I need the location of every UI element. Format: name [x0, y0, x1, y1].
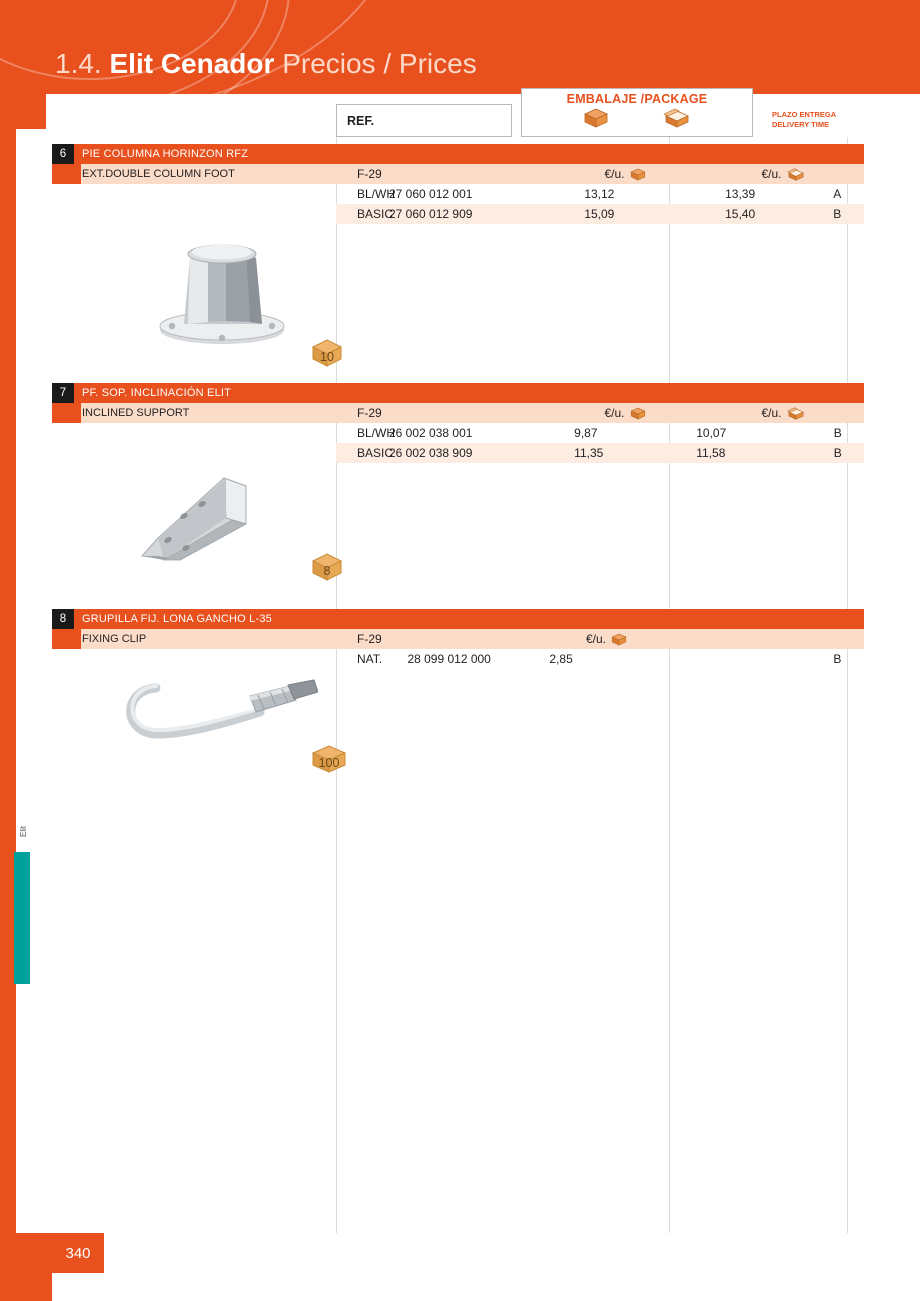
footer-rail — [0, 1233, 52, 1301]
table-row — [336, 204, 864, 224]
price-package-2: 13,39 — [725, 187, 756, 201]
product-title-en-6: EXT.DOUBLE COLUMN FOOT — [82, 168, 235, 180]
qty-badge-6 — [310, 338, 344, 368]
product-rows-7 — [336, 403, 864, 463]
product-title-es-8: GRUPILLA FIJ. LONA GANCHO L-35 — [82, 613, 273, 625]
delivery-time: B — [833, 446, 842, 460]
price-package-1: 2,85 — [549, 652, 573, 666]
closed-box-icon — [630, 407, 646, 420]
reference-code: 27 060 012 909 — [389, 207, 473, 221]
unit-header-1-8: €/u. — [546, 632, 704, 646]
product-title-es-6: PIE COLUMNA HORINZON RFZ — [82, 148, 249, 160]
page-number: 340 — [52, 1233, 104, 1273]
ref-column-header — [336, 104, 512, 137]
product-header-7 — [52, 383, 864, 403]
finish-swatch-8 — [52, 629, 81, 649]
product-index-8: 8 — [52, 609, 74, 629]
table-row — [336, 443, 864, 463]
product-rows-8 — [336, 629, 864, 669]
title-separator: / — [383, 48, 392, 79]
product-header-8 — [52, 609, 864, 629]
product-title-en-8: FIXING CLIP — [82, 633, 147, 645]
finish-code: BASIC — [357, 207, 394, 221]
family-code-7: F-29 — [357, 406, 382, 420]
price-package-1: 11,35 — [574, 446, 604, 460]
finish-code: BL/WH — [357, 187, 396, 201]
delivery-label-es: PLAZO ENTREGA — [772, 110, 837, 119]
fixing-clip-photo — [118, 666, 318, 756]
table-row — [336, 649, 864, 669]
page-header — [0, 0, 920, 94]
price-package-1: 15,09 — [584, 207, 615, 221]
finish-swatch-7 — [52, 403, 81, 423]
delivery-time: B — [833, 207, 842, 221]
delivery-label-en: DELIVERY TIME — [772, 120, 830, 130]
unit-row-8 — [336, 629, 864, 649]
package-label: EMBALAJE /PACKAGE — [566, 92, 708, 106]
reference-code: 27 060 012 001 — [389, 187, 473, 201]
price-package-2: 15,40 — [725, 207, 756, 221]
table-row — [336, 184, 864, 204]
delivery-time: B — [833, 652, 842, 666]
page-title — [55, 48, 477, 80]
qty-value-6: 10 — [320, 350, 334, 364]
qty-badge-7 — [310, 552, 344, 582]
finish-swatch-6 — [52, 164, 81, 184]
closed-box-icon — [611, 633, 627, 646]
section-title: Elit Cenador — [109, 48, 275, 79]
delivery-column-header — [772, 110, 882, 130]
spine-tab — [14, 852, 30, 984]
open-box-icon — [787, 407, 805, 420]
unit-header-2-6: €/u. — [704, 167, 862, 181]
family-code-6: F-29 — [357, 167, 382, 181]
inclined-support-photo — [128, 464, 288, 574]
ref-label: REF. — [347, 113, 375, 128]
product-rows-6 — [336, 164, 864, 224]
section-subtitle-es: Precios — [282, 48, 376, 79]
product-index-6: 6 — [52, 144, 74, 164]
product-title-en-7: INCLINED SUPPORT — [82, 407, 190, 419]
price-package-1: 13,12 — [584, 187, 615, 201]
price-package-2: 10,07 — [696, 426, 727, 440]
reference-code: 28 099 012 000 — [407, 652, 491, 666]
reference-code: 26 002 038 001 — [389, 426, 473, 440]
closed-box-icon — [583, 108, 609, 128]
product-header-6 — [52, 144, 864, 164]
finish-code: BASIC — [357, 446, 394, 460]
family-code-8: F-29 — [357, 632, 382, 646]
product-index-7: 7 — [52, 383, 74, 403]
qty-badge-8 — [310, 744, 348, 774]
unit-row-6 — [336, 164, 864, 184]
product-title-es-7: PF. SOP. INCLINACIÓN ELIT — [82, 387, 232, 399]
unit-row-7 — [336, 403, 864, 423]
spine-label: Elit — [19, 825, 28, 837]
delivery-time: B — [833, 426, 842, 440]
column-foot-photo — [150, 218, 300, 348]
finish-code: NAT. — [357, 652, 383, 666]
qty-value-8: 100 — [318, 756, 340, 770]
table-row — [336, 423, 864, 443]
unit-header-1-7: €/u. — [546, 406, 704, 420]
package-column-header — [521, 88, 753, 137]
unit-header-1-6: €/u. — [546, 167, 704, 181]
delivery-time: A — [833, 187, 842, 201]
section-number: 1.4. — [55, 48, 102, 79]
price-package-1: 9,87 — [574, 426, 598, 440]
open-box-icon — [663, 108, 691, 128]
finish-code: BL/WH — [357, 426, 396, 440]
section-subtitle-en: Prices — [398, 48, 477, 79]
closed-box-icon — [630, 168, 646, 181]
open-box-icon — [787, 168, 805, 181]
price-package-2: 11,58 — [696, 446, 726, 460]
qty-value-7: 8 — [323, 564, 331, 578]
unit-header-2-7: €/u. — [704, 406, 862, 420]
reference-code: 26 002 038 909 — [389, 446, 473, 460]
